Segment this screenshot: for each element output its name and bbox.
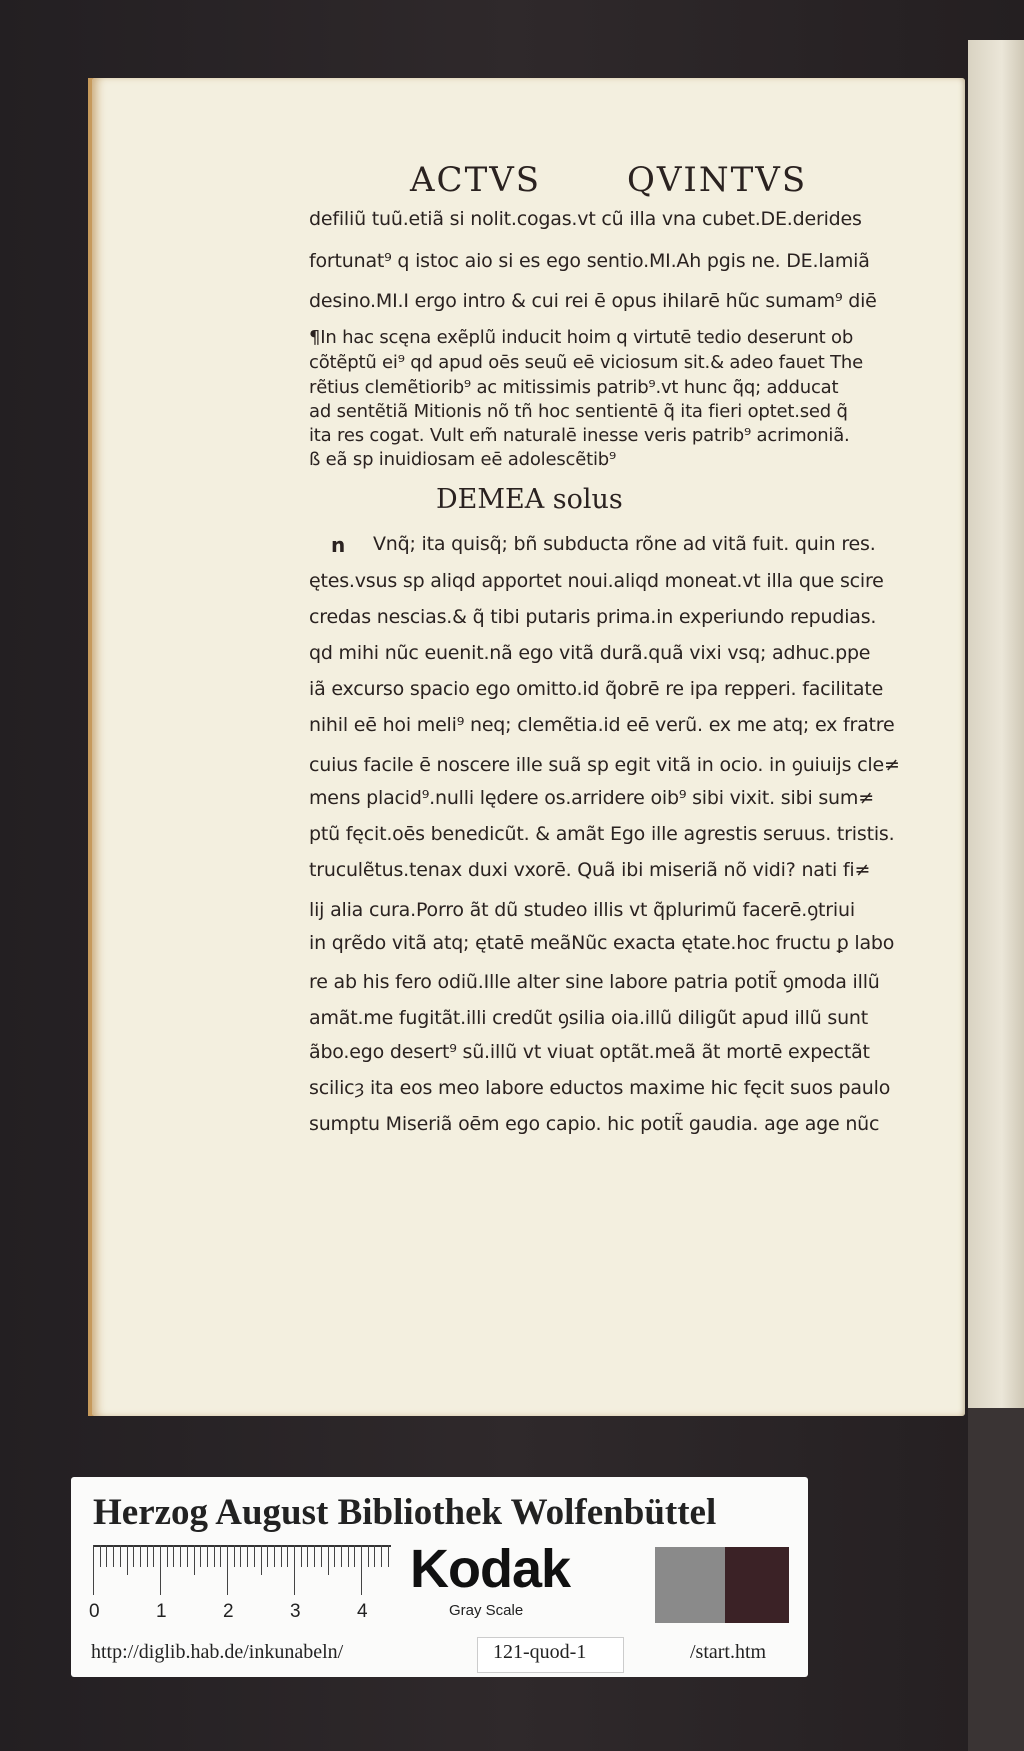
ruler-tick xyxy=(274,1545,275,1567)
ruler-tick xyxy=(100,1545,101,1567)
body-line: credas nescias.& q̃ tibi putaris prima.in experiundo repudias. xyxy=(309,606,877,628)
text-line: fortunat⁹ q istoc aio si es ego sentio.MI.Ah pgis ne. DE.lamiã xyxy=(309,250,870,272)
ruler-tick xyxy=(180,1545,181,1567)
note-line: rẽtius clemẽtiorib⁹ ac mitissimis patrib⁹.vt hunc q̃q; adducat xyxy=(309,377,839,398)
scene-title: DEMEA solus xyxy=(436,484,623,515)
body-line: nihil eē hoi meli⁹ neq; clemẽtia.id eē verũ. ex me atq; ex fratre xyxy=(309,714,895,736)
ruler-tick xyxy=(207,1545,208,1567)
ruler-tick xyxy=(200,1545,201,1567)
note-line: ß eã sp inuidiosam eē adolescẽtib⁹ xyxy=(309,449,616,470)
ruler-tick xyxy=(354,1545,355,1567)
url-prefix: http://diglib.hab.de/inkunabeln/ xyxy=(91,1641,344,1663)
ruler-tick xyxy=(214,1545,215,1567)
ruler-tick xyxy=(127,1545,128,1575)
body-line: cuius facile ē noscere ille suã sp egit vitã in ocio. in ꝯuiuijs cle≠ xyxy=(309,754,900,776)
ruler-tick xyxy=(341,1545,342,1567)
facing-page-shadow xyxy=(968,1408,1024,1751)
body-line: in qrẽdo vitã atq; ętatē meãNũc exacta ętate.hoc fructu ꝑ labo xyxy=(309,932,895,954)
url-id: 121-quod-1 xyxy=(493,1641,587,1663)
ruler-tick xyxy=(93,1545,94,1595)
body-line: ãbo.ego desert⁹ sũ.illũ vt viuat optãt.meã ãt mortē expectãt xyxy=(309,1041,870,1063)
body-line: scilicȝ ita eos meo labore eductos maxime hic fęcit suos paulo xyxy=(309,1077,891,1099)
ruler-tick xyxy=(106,1545,107,1567)
ruler-number: 3 xyxy=(290,1601,301,1622)
ruler-tick xyxy=(140,1545,141,1567)
library-name: Herzog August Bibliothek Wolfenbüttel xyxy=(93,1492,717,1533)
ruler-tick xyxy=(368,1545,369,1567)
ruler-number: 1 xyxy=(156,1601,167,1622)
ruler-tick xyxy=(160,1545,161,1595)
note-line: ad sentẽtiã Mitionis nõ tñ hoc sentientē q̃ ita fieri optet.sed q̃ xyxy=(309,401,848,422)
ruler-tick xyxy=(120,1545,121,1567)
ruler-tick xyxy=(348,1545,349,1567)
ruler-tick xyxy=(261,1545,262,1575)
ruler-tick xyxy=(167,1545,168,1567)
ruler-tick xyxy=(321,1545,322,1567)
ruler-tick xyxy=(173,1545,174,1567)
body-line: iã excurso spacio ego omitto.id q̃obrē re ipa repperi. facilitate xyxy=(309,678,884,700)
ruler-tick xyxy=(267,1545,268,1567)
ruler-tick xyxy=(194,1545,195,1575)
running-head-left: ACTVS xyxy=(410,160,542,200)
ruler-tick xyxy=(240,1545,241,1567)
gray-scale-label: Gray Scale xyxy=(449,1602,524,1619)
ruler-tick xyxy=(254,1545,255,1567)
ruler-tick xyxy=(187,1545,188,1567)
ruler-tick xyxy=(361,1545,362,1595)
book-page xyxy=(92,78,965,1416)
url-suffix: /start.htm xyxy=(690,1641,767,1663)
ruler-tick xyxy=(314,1545,315,1567)
ruler-tick xyxy=(220,1545,221,1567)
body-line: ętes.vsus sp aliqd apportet noui.aliqd moneat.vt illa que scire xyxy=(309,570,884,592)
ruler-tick xyxy=(301,1545,302,1567)
body-line: mens placid⁹.nulli lędere os.arridere oib⁹ sibi vixit. sibi sum≠ xyxy=(309,787,874,809)
ruler-number: 4 xyxy=(357,1601,368,1622)
note-line: ita res cogat. Vult em̃ naturalē inesse veris patrib⁹ acrimoniã. xyxy=(309,425,850,446)
ruler-tick xyxy=(247,1545,248,1567)
ruler-tick xyxy=(328,1545,329,1575)
text-line: desino.MI.I ergo intro & cui rei ē opus ihilarē hũc sumam⁹ diē xyxy=(309,290,877,312)
ruler-tick xyxy=(281,1545,282,1567)
body-line: Vnq̃; ita quisq̃; bñ subducta rõne ad vitã fuit. quin res. xyxy=(373,533,876,555)
text-line: defiliũ tuũ.etiã si nolit.cogas.vt cũ illa vna cubet.DE.derides xyxy=(309,208,862,230)
ruler-tick xyxy=(374,1545,375,1567)
ruler-tick xyxy=(234,1545,235,1567)
url-row xyxy=(91,1637,791,1667)
ruler-number: 0 xyxy=(89,1601,100,1622)
ruler-tick xyxy=(334,1545,335,1567)
body-line: truculẽtus.tenax duxi vxorē. Quã ibi miseriã nõ vidi? nati fi≠ xyxy=(309,859,871,881)
running-head-right: QVINTVS xyxy=(627,160,808,200)
body-line: ptũ fęcit.oēs benedicũt. & amãt Ego ille agrestis seruus. tristis. xyxy=(309,823,895,845)
ruler-tick xyxy=(153,1545,154,1567)
ruler-tick xyxy=(287,1545,288,1567)
ruler-baseline xyxy=(93,1545,391,1547)
ruler-tick xyxy=(227,1545,228,1595)
note-line: cõtẽptũ ei⁹ qd apud oēs seuũ eē viciosum sit.& adeo fauet The xyxy=(309,352,863,373)
ruler-tick xyxy=(307,1545,308,1567)
body-line: qd mihi nũc euenit.nã ego vitã durã.quã vixi vsq; adhuc.ppe xyxy=(309,642,871,664)
ruler-tick xyxy=(133,1545,134,1567)
ruler-tick xyxy=(388,1545,389,1567)
ruler-tick xyxy=(294,1545,295,1595)
body-line: amãt.me fugitãt.illi credũt ꝯsilia oia.illũ diligũt apud illũ sunt xyxy=(309,1007,869,1029)
ruler-tick xyxy=(113,1545,114,1567)
ruler-number: 2 xyxy=(223,1601,234,1622)
body-line: sumptu Miseriã oēm ego capio. hic potit̃ gaudia. age age nũc xyxy=(309,1113,880,1135)
note-line: ¶In hac scęna exẽplũ inducit hoim q virtutē tedio deserunt ob xyxy=(309,327,854,348)
ruler-tick xyxy=(147,1545,148,1567)
gray-swatch xyxy=(655,1547,725,1623)
initial-letter: n xyxy=(331,533,346,557)
kodak-logo: Kodak xyxy=(410,1539,571,1599)
dark-swatch xyxy=(725,1547,789,1623)
library-color-card xyxy=(71,1477,808,1677)
body-line: lij alia cura.Porro ãt dũ studeo illis vt q̃plurimũ facerē.ꝯtriui xyxy=(309,899,855,921)
ruler xyxy=(89,1545,391,1625)
ruler-tick xyxy=(381,1545,382,1567)
body-line: re ab his fero odiũ.Ille alter sine labore patria potit̃ ꝯmoda illũ xyxy=(309,971,880,993)
